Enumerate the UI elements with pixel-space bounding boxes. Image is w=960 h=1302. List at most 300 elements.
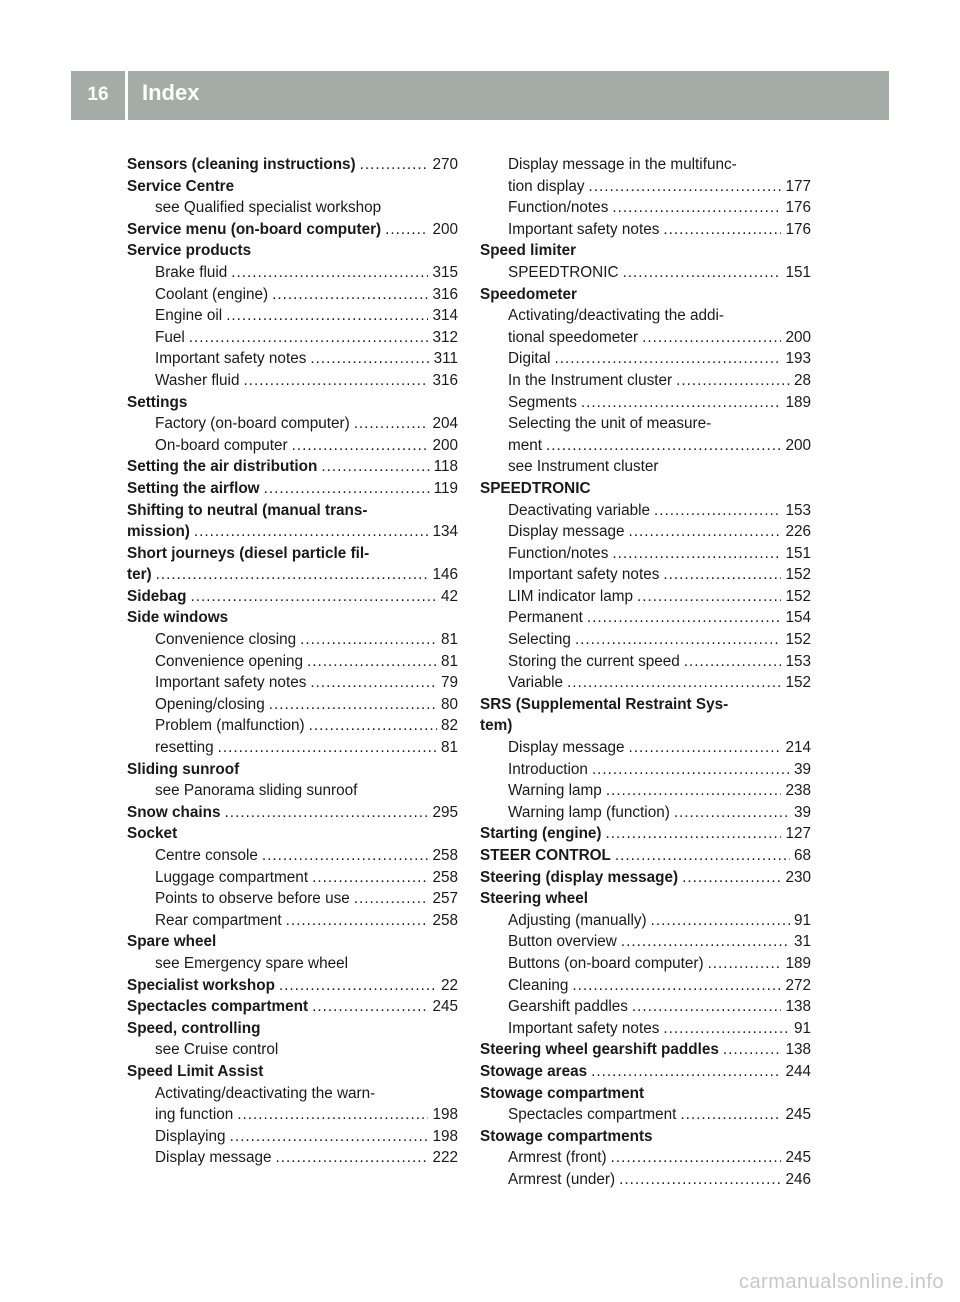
leader-dots	[621, 931, 790, 953]
leader-dots	[723, 1039, 782, 1061]
entry-text: ing function	[155, 1106, 234, 1124]
entry-text: Display message	[508, 523, 625, 541]
index-entry	[480, 867, 811, 889]
index-subentry	[480, 607, 811, 629]
leader-dots	[637, 586, 781, 608]
index-subentry	[127, 413, 458, 435]
index-entry	[127, 975, 458, 997]
entry-text: Permanent	[508, 609, 583, 627]
page-reference: 198	[432, 1127, 458, 1145]
page-reference: 151	[785, 544, 811, 562]
page-reference: 316	[432, 285, 458, 303]
leader-dots	[680, 1104, 781, 1126]
page-reference: 230	[785, 868, 811, 886]
page-reference: 81	[440, 739, 458, 757]
entry-text: Service Centre	[127, 177, 235, 195]
watermark: carmanualsonline.info	[738, 1271, 944, 1293]
leader-dots	[555, 348, 782, 370]
leader-dots	[606, 823, 782, 845]
page-reference: 151	[785, 263, 811, 281]
entry-text: Buttons (on-board computer)	[508, 954, 704, 972]
entry-text: Fuel	[155, 328, 185, 346]
entry-text: Introduction	[508, 760, 588, 778]
page-reference: 134	[432, 523, 458, 541]
index-subentry	[480, 780, 811, 802]
leader-dots	[269, 694, 437, 716]
leader-dots	[676, 370, 790, 392]
index-subentry	[480, 543, 811, 565]
leader-dots	[581, 392, 782, 414]
index-entry	[480, 284, 811, 306]
entry-text: Centre console	[155, 847, 258, 864]
entry-text: SRS (Supplemental Restraint Sys-	[480, 695, 729, 713]
leader-dots	[279, 975, 437, 997]
entry-text: Important safety notes	[508, 1019, 660, 1037]
index-subentry	[127, 910, 458, 932]
index-entry	[127, 759, 458, 781]
index-entry	[480, 240, 811, 262]
index-subentry	[480, 348, 811, 370]
index-subentry	[127, 780, 458, 802]
page-reference: 176	[785, 199, 811, 217]
index-entry	[480, 823, 811, 845]
page-reference: 81	[440, 631, 458, 649]
index-entry	[127, 996, 458, 1018]
page-reference: 198	[432, 1106, 458, 1124]
entry-text: Short journeys (diesel particle fil-	[127, 544, 370, 562]
page-reference: 200	[785, 328, 811, 346]
page-reference: 82	[440, 717, 458, 735]
entry-text: Warning lamp	[508, 782, 602, 800]
leader-dots	[591, 1061, 781, 1083]
entry-text: Selecting	[508, 631, 571, 649]
index-subentry	[127, 370, 458, 392]
leader-dots	[218, 737, 437, 759]
leader-dots	[292, 435, 429, 457]
leader-dots	[307, 651, 437, 673]
entry-text: mission)	[127, 523, 190, 541]
index-subentry	[480, 953, 811, 975]
index-subentry	[127, 694, 458, 716]
leader-dots	[546, 435, 781, 457]
entry-text: Spectacles compartment	[508, 1106, 677, 1124]
entry-text: resetting	[155, 739, 214, 757]
page-reference: 152	[785, 631, 811, 649]
page-reference: 272	[785, 976, 811, 994]
leader-dots	[231, 262, 428, 284]
index-subentry	[480, 521, 811, 543]
entry-text: On-board computer	[155, 436, 288, 454]
page-reference: 79	[440, 674, 458, 692]
index-entry	[480, 1083, 811, 1105]
index-entry	[127, 521, 458, 543]
leader-dots	[663, 1018, 790, 1040]
index-entry	[127, 154, 458, 176]
leader-dots	[243, 370, 428, 392]
entry-text: see Instrument cluster	[508, 458, 659, 476]
index-subentry	[480, 456, 811, 478]
page-reference: 80	[440, 695, 458, 713]
index-entry	[127, 176, 458, 198]
index-subentry	[480, 305, 811, 327]
leader-dots	[611, 1147, 782, 1169]
page-reference: 245	[432, 998, 458, 1016]
leader-dots	[628, 737, 781, 759]
leader-dots	[286, 910, 429, 932]
leader-dots	[674, 802, 790, 824]
leader-dots	[682, 867, 781, 889]
index-subentry	[480, 931, 811, 953]
leader-dots	[612, 197, 781, 219]
leader-dots	[189, 327, 429, 349]
page-reference: 312	[432, 328, 458, 346]
entry-text: Displaying	[155, 1127, 226, 1145]
index-subentry	[480, 197, 811, 219]
leader-dots	[654, 500, 781, 522]
entry-text: see Cruise control	[155, 1041, 279, 1059]
page-reference: 31	[793, 933, 811, 951]
leader-dots	[360, 154, 429, 176]
entry-text: Digital	[508, 350, 551, 368]
leader-dots	[264, 478, 430, 500]
entry-text: Service menu (on-board computer)	[127, 220, 382, 238]
page-reference: 315	[432, 263, 458, 281]
leader-dots	[663, 219, 781, 241]
leader-dots	[385, 219, 428, 241]
index-subentry	[480, 975, 811, 997]
page-reference: 270	[432, 156, 458, 173]
entry-text: Speedometer	[480, 285, 577, 303]
page-reference: 153	[785, 652, 811, 670]
index-subentry	[127, 1083, 458, 1105]
entry-text: tem)	[480, 717, 513, 735]
leader-dots	[606, 780, 782, 802]
page-reference: 314	[432, 307, 458, 325]
index-entry	[480, 1126, 811, 1148]
page-reference: 244	[785, 1062, 811, 1080]
entry-text: Cleaning	[508, 976, 569, 994]
entry-text: Points to observe before use	[155, 890, 350, 908]
index-entry	[127, 478, 458, 500]
index-subentry	[480, 370, 811, 392]
leader-dots	[623, 262, 782, 284]
index-subentry	[480, 154, 811, 176]
index-subentry	[127, 953, 458, 975]
entry-text: Deactivating variable	[508, 501, 650, 519]
page-reference: 154	[785, 609, 811, 627]
leader-dots	[572, 975, 781, 997]
index-subentry	[480, 262, 811, 284]
index-subentry	[480, 1169, 811, 1191]
page-reference: 222	[432, 1149, 458, 1167]
entry-text: Spectacles compartment	[127, 998, 309, 1016]
entry-text: Snow chains	[127, 803, 221, 821]
entry-text: Button overview	[508, 933, 617, 951]
entry-text: Side windows	[127, 609, 229, 627]
page-reference: 176	[785, 220, 811, 238]
index-subentry	[480, 651, 811, 673]
page-reference: 316	[432, 371, 458, 389]
page-reference: 39	[793, 760, 811, 778]
entry-text: SPEEDTRONIC	[480, 479, 591, 497]
page-reference: 138	[785, 1041, 811, 1059]
entry-text: Steering wheel	[480, 890, 588, 908]
entry-text: Adjusting (manually)	[508, 911, 647, 929]
page-reference: 245	[785, 1106, 811, 1124]
index-entry	[480, 715, 811, 737]
entry-text: Important safety notes	[508, 566, 660, 584]
entry-text: Steering wheel gearshift paddles	[480, 1041, 719, 1059]
entry-text: Display message	[155, 1149, 272, 1167]
page-number: 16	[87, 84, 109, 105]
index-subentry	[127, 1039, 458, 1061]
leader-dots	[354, 888, 429, 910]
index-entry	[480, 845, 811, 867]
leader-dots	[312, 996, 428, 1018]
page-reference: 200	[432, 220, 458, 238]
entry-text: Opening/closing	[155, 695, 265, 713]
page-reference: 245	[785, 1149, 811, 1167]
entry-text: Spare wheel	[127, 933, 217, 951]
entry-text: Gearshift paddles	[508, 998, 628, 1016]
page-reference: 258	[432, 868, 458, 886]
index-subentry	[480, 802, 811, 824]
index-column-left	[127, 154, 458, 1169]
entry-text: SPEEDTRONIC	[508, 263, 619, 281]
index-subentry	[127, 1126, 458, 1148]
page-reference: 68	[793, 847, 811, 864]
entry-text: Armrest (under)	[508, 1170, 616, 1188]
index-entry	[127, 219, 458, 241]
index-entry	[127, 607, 458, 629]
leader-dots	[708, 953, 782, 975]
entry-text: Variable	[508, 674, 563, 692]
index-subentry	[480, 500, 811, 522]
index-entry	[127, 931, 458, 953]
page-reference: 152	[785, 674, 811, 692]
page-reference: 177	[785, 177, 811, 195]
entry-text: tion display	[508, 177, 585, 195]
entry-text: STEER CONTROL	[480, 847, 611, 864]
entry-text: Speed, controlling	[127, 1019, 261, 1037]
entry-text: Sensors (cleaning instructions)	[127, 156, 356, 173]
header-divider	[125, 71, 128, 120]
page-reference: 246	[785, 1170, 811, 1188]
index-subentry	[127, 262, 458, 284]
entry-text: see Emergency spare wheel	[155, 954, 349, 972]
entry-text: Steering (display message)	[480, 868, 679, 886]
page-reference: 138	[785, 998, 811, 1016]
leader-dots	[642, 327, 781, 349]
index-subentry	[480, 1104, 811, 1126]
entry-text: Problem (malfunction)	[155, 717, 305, 735]
page-reference: 311	[433, 350, 458, 368]
page-reference: 152	[785, 587, 811, 605]
page-reference: 118	[433, 458, 458, 476]
index-entry	[480, 1039, 811, 1061]
leader-dots	[567, 672, 781, 694]
index-subentry	[127, 715, 458, 737]
page-reference: 22	[440, 976, 458, 994]
entry-text: Important safety notes	[155, 674, 307, 692]
index-entry	[480, 1061, 811, 1083]
entry-text: Specialist workshop	[127, 976, 275, 994]
index-subentry	[127, 435, 458, 457]
entry-text: Coolant (engine)	[155, 285, 269, 303]
entry-text: In the Instrument cluster	[508, 371, 673, 389]
index-entry	[127, 456, 458, 478]
index-subentry	[127, 888, 458, 910]
entry-text: Sliding sunroof	[127, 760, 240, 778]
index-subentry	[127, 348, 458, 370]
section-title: Index	[142, 80, 200, 105]
entry-text: Factory (on-board computer)	[155, 415, 350, 433]
entry-text: Washer fluid	[155, 371, 240, 389]
entry-text: Stowage compartment	[480, 1084, 645, 1102]
entry-text: see Qualified specialist workshop	[155, 199, 382, 217]
leader-dots	[684, 651, 782, 673]
leader-dots	[225, 802, 429, 824]
leader-dots	[310, 348, 429, 370]
index-subentry	[127, 1147, 458, 1169]
leader-dots	[354, 413, 429, 435]
leader-dots	[589, 176, 782, 198]
leader-dots	[312, 867, 428, 889]
leader-dots	[275, 1147, 428, 1169]
index-subentry	[127, 867, 458, 889]
leader-dots	[612, 543, 781, 565]
leader-dots	[321, 456, 429, 478]
page-reference: 42	[440, 587, 458, 605]
index-subentry	[127, 845, 458, 867]
entry-text: Starting (engine)	[480, 825, 602, 843]
index-subentry	[480, 327, 811, 349]
page-reference: 193	[785, 350, 811, 368]
entry-text: Warning lamp (function)	[508, 803, 670, 821]
index-subentry	[480, 219, 811, 241]
page-reference: 146	[432, 566, 458, 584]
index-entry	[127, 802, 458, 824]
index-subentry	[480, 564, 811, 586]
index-entry	[127, 586, 458, 608]
leader-dots	[575, 629, 782, 651]
entry-text: Selecting the unit of measure-	[508, 415, 712, 433]
entry-text: Brake fluid	[155, 263, 228, 281]
entry-text: Activating/deactivating the warn-	[155, 1084, 376, 1102]
index-subentry	[480, 910, 811, 932]
page-reference: 258	[432, 911, 458, 929]
entry-text: LIM indicator lamp	[508, 587, 633, 605]
index-entry	[480, 888, 811, 910]
entry-text: see Panorama sliding sunroof	[155, 782, 358, 800]
leader-dots	[156, 564, 429, 586]
index-entry	[127, 500, 458, 522]
index-entry	[127, 823, 458, 845]
index-subentry	[127, 1104, 458, 1126]
index-subentry	[480, 759, 811, 781]
index-subentry	[480, 1147, 811, 1169]
leader-dots	[300, 629, 437, 651]
page-reference: 214	[785, 739, 811, 757]
index-subentry	[480, 629, 811, 651]
leader-dots	[592, 759, 790, 781]
entry-text: Setting the airflow	[127, 479, 260, 497]
entry-text: Luggage compartment	[155, 868, 309, 886]
entry-text: Activating/deactivating the addi-	[508, 307, 724, 325]
index-entry	[480, 478, 811, 500]
index-entry	[127, 1061, 458, 1083]
index-subentry	[480, 435, 811, 457]
entry-text: Segments	[508, 393, 577, 411]
entry-text: Shifting to neutral (manual trans-	[127, 501, 368, 519]
page-reference: 81	[440, 652, 458, 670]
index-subentry	[127, 651, 458, 673]
leader-dots	[262, 845, 429, 867]
page-reference: 200	[432, 436, 458, 454]
entry-text: Stowage areas	[480, 1062, 588, 1080]
leader-dots	[194, 521, 429, 543]
page-reference: 152	[785, 566, 811, 584]
entry-text: ment	[508, 436, 543, 454]
entry-text: Important safety notes	[508, 220, 660, 238]
index-subentry	[127, 629, 458, 651]
page-reference: 258	[432, 847, 458, 864]
page-reference: 91	[793, 911, 811, 929]
index-subentry	[127, 197, 458, 219]
page-reference: 127	[785, 825, 811, 843]
leader-dots	[230, 1126, 429, 1148]
page-reference: 153	[785, 501, 811, 519]
entry-text: Display message in the multifunc-	[508, 156, 737, 173]
index-subentry	[480, 737, 811, 759]
index-subentry	[480, 392, 811, 414]
entry-text: Socket	[127, 825, 178, 843]
page-reference: 189	[785, 393, 811, 411]
index-subentry	[480, 1018, 811, 1040]
index-entry	[127, 392, 458, 414]
entry-text: Service products	[127, 242, 252, 260]
entry-text: Speed limiter	[480, 242, 577, 260]
page-reference: 226	[785, 523, 811, 541]
page-reference: 204	[432, 415, 458, 433]
leader-dots	[663, 564, 781, 586]
index-subentry	[480, 672, 811, 694]
index-subentry	[127, 737, 458, 759]
leader-dots	[237, 1104, 428, 1126]
index-subentry	[480, 996, 811, 1018]
entry-text: Engine oil	[155, 307, 223, 325]
page-reference: 200	[785, 436, 811, 454]
page-reference: 238	[785, 782, 811, 800]
entry-text: Important safety notes	[155, 350, 307, 368]
index-subentry	[480, 176, 811, 198]
entry-text: Display message	[508, 739, 625, 757]
leader-dots	[309, 715, 437, 737]
index-subentry	[480, 586, 811, 608]
index-entry	[127, 564, 458, 586]
entry-text: Speed Limit Assist	[127, 1062, 264, 1080]
entry-text: Armrest (front)	[508, 1149, 607, 1167]
leader-dots	[615, 845, 790, 867]
index-subentry	[127, 284, 458, 306]
entry-text: Function/notes	[508, 199, 609, 217]
page-reference: 119	[433, 479, 458, 497]
page-reference: 189	[785, 954, 811, 972]
leader-dots	[587, 607, 782, 629]
leader-dots	[651, 910, 790, 932]
entry-text: Function/notes	[508, 544, 609, 562]
leader-dots	[619, 1169, 781, 1191]
